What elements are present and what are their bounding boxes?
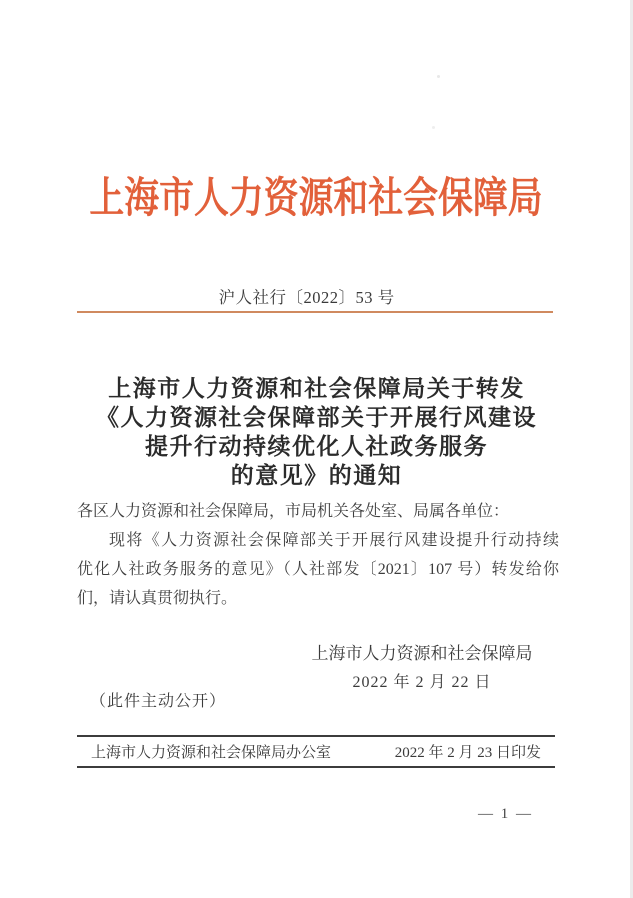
document-number: 沪人社行〔2022〕53 号 xyxy=(218,288,395,307)
notice-title-line: 《人力资源社会保障部关于开展行风建设 xyxy=(96,405,537,430)
signature-date: 2022 年 2 月 22 日 xyxy=(352,674,492,691)
footer-print-date: 2022 年 2 月 23 日印发 xyxy=(394,745,541,761)
letterhead-title-text: 上海市人力资源和社会保障局 xyxy=(89,176,544,222)
footer-office: 上海市人力资源和社会保障局办公室 xyxy=(91,745,332,761)
signature-org: 上海市人力资源和社会保障局 xyxy=(311,644,533,663)
body-line: 们，请认真贯彻执行。 xyxy=(77,590,238,607)
scan-artifact xyxy=(432,126,435,129)
notice-title-line: 上海市人力资源和社会保障局关于转发 xyxy=(108,376,525,401)
notice-title-line: 提升行动持续优化人社政务服务 xyxy=(145,434,488,459)
notice-title-line: 的意见》的通知 xyxy=(230,463,403,488)
footer-bar xyxy=(77,735,555,768)
letterhead-title xyxy=(0,178,633,220)
signature-block xyxy=(308,639,536,697)
body-text xyxy=(77,497,559,613)
body-line: 现将《人力资源社会保障部关于开展行风建设提升行动持续 xyxy=(109,532,559,549)
letterhead-separator-line xyxy=(77,311,553,313)
scan-artifact xyxy=(437,75,440,78)
public-disclosure-note: （此件主动公开） xyxy=(90,693,227,710)
body-line: 优化人社政务服务的意见》（人社部发〔2021〕107 号）转发给你 xyxy=(77,561,559,578)
notice-title xyxy=(0,374,633,490)
salutation-line: 各区人力资源和社会保障局，市局机关各处室、局属各单位： xyxy=(77,503,510,520)
page-number: — 1 — xyxy=(478,806,533,822)
